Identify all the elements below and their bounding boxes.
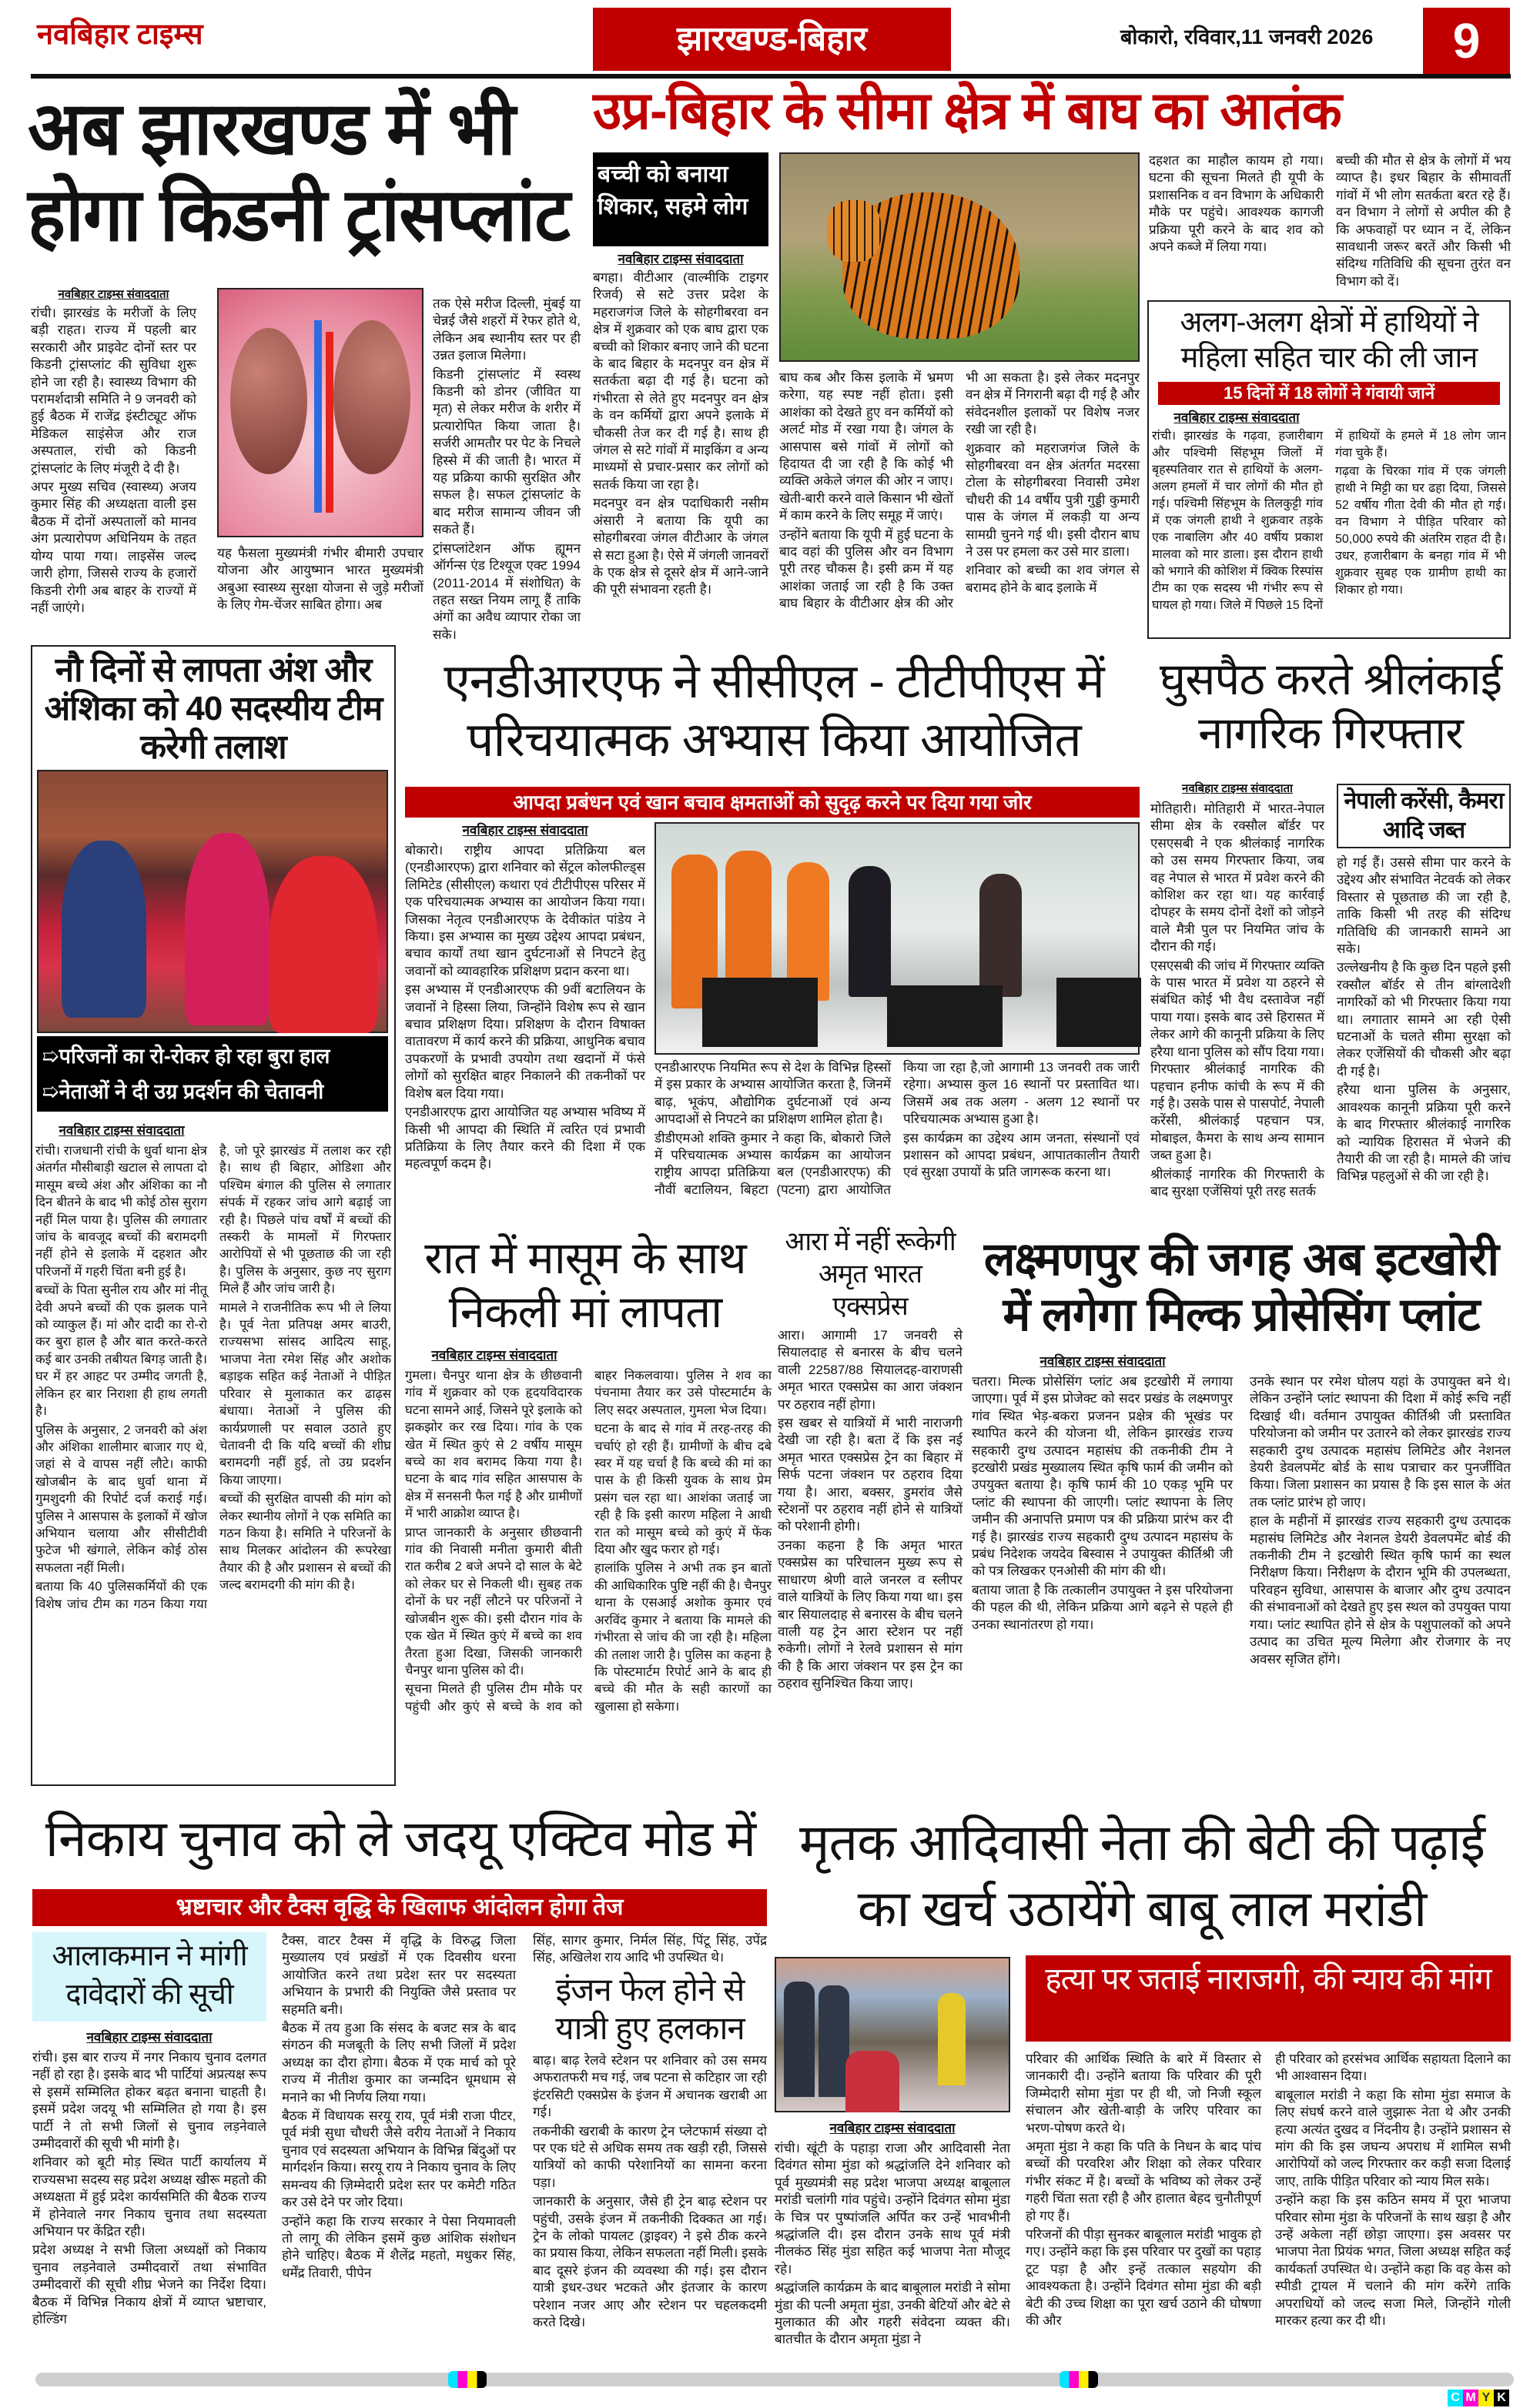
paragraph: हो गई हैं। उससे सीमा पार करने के उद्देश्य और संभावित नेटवर्क को लेकर विस्तार से पूछताछ की जा रही है, ताकि किसी भी तरह की संदिग्ध गतिविधि की जानकारी सामने आ सके।	[1337, 855, 1511, 957]
paragraph: बगहा। वीटीआर (वाल्मीकि टाइगर रिजर्व) से सटे उत्तर प्रदेश के महराजगंज जिले के सोहगीबरवा वन क्षेत्र में शुक्रवार को एक बाघ द्वारा एक बच्ची को शिकार बनाए जाने की घटना के बाद बिहार के मदनपुर वन क्षेत्र में सतर्कता बढ़ा दी गई है। घटना को गंभीरता से लेते हुए मदनपुर वन क्षेत्र के वन कर्मियों द्वारा अपने इलाके में चौकसी तेज कर दी गई है। साथ ही जंगल से सटे गांवों में माइकिंग व अन्य माध्यमों से प्रचार-प्रसार कर लोगों को सतर्क किया जा रहा है।	[593, 270, 768, 492]
paragraph: हरैया थाना पुलिस के अनुसार, आवश्यक कानूनी प्रक्रिया पूरी करने के बाद गिरफ्तार श्रीलंकाई नागरिक को न्यायिक हिरासत में भेजने की तैयारी की जा रही है। मामले की जांच विभिन्न पहलुओं से की जा रही है।	[1337, 1082, 1511, 1184]
tiger-kicker-box	[593, 152, 768, 246]
paragraph: टैक्स, वाटर टैक्स में वृद्धि के विरुद्ध जिला मुख्यालय एवं प्रखंडों में एक दिवसीय धरना आयोजित करने तथा प्रदेश स्तर पर सदस्यता अभियान के प्रभारी की नियुक्ति जैसे प्रस्ताव पर सहमति बनी।	[282, 1933, 516, 2017]
tiger-image	[779, 152, 1140, 362]
masthead-logo: नवबिहार टाइम्स	[37, 18, 203, 51]
ndrf-byline: नवबिहार टाइम्स संवाददाता	[462, 823, 588, 838]
mother-byline: नवबिहार टाइम्स संवाददाता	[431, 1348, 557, 1363]
tiger-byline: नवबिहार टाइम्स संवाददाता	[618, 252, 744, 266]
paragraph: इस खबर से यात्रियों में भारी नाराजगी देखी जा रही है। बता दें कि इस नई अमृत भारत एक्सप्रेस ट्रेन का बिहार में सिर्फ पटना जंक्शन पर ठहराव दिया गया है। आरा, बक्सर, डुमरांव जैसे स्टेशनों पर ठहराव नहीं होने से यात्रियों को परेशानी होगी।	[778, 1416, 962, 1534]
jdu-banner: भ्रष्टाचार और टैक्स वृद्धि के खिलाफ आंदोलन होगा तेज	[176, 1895, 624, 1920]
paragraph: जानकारी के अनुसार, जैसे ही ट्रेन बाढ़ स्टेशन पर पहुंची, उसके इंजन में तकनीकी दिक्कत आ गई। ट्रेन के लोको पायलट (ड्राइवर) ने इसे ठीक करने का प्रयास किया, लेकिन सफलता नहीं मिली। इसके बाद दूसरे इंजन की व्यवस्था की गई। इस दौरान यात्री इधर-उधर भटकते और इंतजार के कारण परेशान नजर आए और स्टेशन पर चहलकदमी करते दिखे।	[533, 2194, 767, 2330]
paragraph: उल्लेखनीय है कि कुछ दिन पहले इसी रक्सौल बॉर्डर से तीन बांग्लादेशी नागरिकों को भी गिरफ्तार किया गया था। लगातार सामने आ रही ऐसी घटनाओं के चलते सीमा सुरक्षा को लेकर एजेंसियों की चौकसी और बढ़ा दी गई है।	[1337, 960, 1511, 1079]
paragraph: सूचना मिलते ही पुलिस टीम मौके पर पहुंची और कुएं से बच्चे के शव को बाहर निकलवाया। पुलिस ने शव का पंचनामा तैयार कर उसे पोस्टमार्टम के लिए सदर अस्पताल, गुमला भेज दिया।	[405, 1369, 772, 1714]
footer-decorative-bar	[35, 2373, 1514, 2386]
srilanka-subhead-box	[1337, 784, 1511, 848]
missing-family-photo	[37, 770, 388, 1033]
srilanka-headline: घुसपैठ करते श्रीलंकाई नागरिक गिरफ्तार	[1159, 654, 1502, 758]
paragraph: रांची। राजधानी रांची के धुर्वा थाना क्षेत्र अंतर्गत मौसीबाड़ी खटाल से लापता दो मासूम बच्चे अंश और अंशिका का नौ दिन बीतने के बाद भी कोई ठोस सुराग नहीं मिल पाया है। पुलिस की लगातार जांच के बावजूद बच्चों की बरामदगी नहीं होने से इलाके में दहशत और परिजनों में गहरी चिंता बनी हुई है।	[35, 1144, 207, 1279]
tiger-kicker: बच्ची को बनाया शिकार, सहमे लोग	[598, 162, 748, 219]
paragraph: बच्चों के पिता सुनील राय और मां नीतू देवी अपने बच्चों की एक झलक पाने को व्याकुल हैं। मां और दादी का रो-रो कर बुरा हाल है और बात करते-करते कई बार उनकी तबीयत बिगड़ जाती है। घर में हर आहट पर उम्मीद जगती है, लेकिन हर बार निराशा ही हाथ लगती है।	[35, 1283, 207, 1419]
kidney-image	[217, 288, 424, 537]
paragraph: श्रद्धांजलि कार्यक्रम के बाद बाबूलाल मरांडी ने सोमा मुंडा की पत्नी अमृता मुंडा, उनकी बेटियों और बेटे से मुलाकात की और गहरी संवेदना व्यक्त की। बातचीत के दौरान अमृता मुंडा ने	[775, 2280, 1010, 2347]
paragraph: बाघ कब और किस इलाके में भ्रमण करेगा, यह स्पष्ट नहीं होता। इसी आशंका को देखते हुए वन कर्मियों को अलर्ट मोड में रखा गया है। जंगल के आसपास बसे गांवों में लोगों को हिदायत दी जा रही है कि कोई भी व्यक्ति अकेले जंगल की ओर न जाए। खेती-बारी करने वाले किसान भी खेतों में काम करने के लिए समूह में जाएं।	[779, 370, 953, 523]
kidney-headline: अब झारखण्ड में भी होगा किडनी ट्रांसप्लांट	[28, 88, 570, 256]
jdu-banner-box	[32, 1889, 767, 1926]
paragraph: परिजनों की पीड़ा सुनकर बाबूलाल मरांडी भावुक हो गए। उन्होंने कहा कि इस परिवार पर दुखों का पहाड़ टूट पड़ा है और इन्हें तत्काल सहयोग की आवश्यकता है। उन्होंने दिवंगत सोमा मुंडा की बड़ी बेटी की उच्च शिक्षा का पूरा खर्च उठाने की घोषणा की और	[1026, 2227, 1261, 2329]
ndrf-headline: एनडीआरएफ ने सीसीएल - टीटीपीएस में परिचयात्मक अभ्यास किया आयोजित	[444, 655, 1104, 767]
paragraph: बाढ़। बाढ़ रेलवे स्टेशन पर शनिवार को उस समय अफरातफरी मच गई, जब पटना से कटिहार जा रही इंटरसिटी एक्सप्रेस के इंजन में अचानक खराबी आ गई।	[533, 2053, 767, 2120]
paragraph: चतरा। मिल्क प्रोसेसिंग प्लांट अब इटखोरी में लगाया जाएगा। पूर्व में इस प्रोजेक्ट को सदर प्रखंड के लक्ष्मणपुर गांव स्थित भेड़-बकरा प्रजनन प्रक्षेत्र की भूखंड पर स्थापित करने की योजना थी, लेकिन झारखंड राज्य सहकारी दुग्ध उत्पादन महासंघ की तकनीकी टीम ने इटखोरी प्रखंड मुख्यालय स्थित कृषि फार्म की जमीन को उपयुक्त बताया है। कृषि फार्म की 10 एकड़ भूमि पर प्लांट की स्थापना की जाएगी। प्लांट स्थापना के लिए जमीन की अनापत्ति प्रमाण पत्र की प्रक्रिया प्रारंभ कर दी गई है। झारखंड राज्य सहकारी दुग्ध उत्पादन महासंघ के प्रबंध निदेशक जयदेव बिस्वास ने उपायुक्त कीर्तिश्री जी को पत्र लिखकर एनओसी की मांग की थी।	[972, 1374, 1233, 1579]
milk-byline: नवबिहार टाइम्स संवाददाता	[1040, 1354, 1166, 1369]
paragraph: उन्होंने कहा कि इस कठिन समय में पूरा भाजपा परिवार सोमा मुंडा के परिजनों के साथ खड़ा है और उन्हें अकेला नहीं छोड़ा जाएगा। इस अवसर पर भाजपा नेता प्रियंक भगत, जिला अध्यक्ष सहित कई कार्यकर्ता उपस्थित थे। उन्होंने कहा कि वह केस को स्पीडी ट्रायल में चलाने की मांग करेंगे ताकि अपराधियों को जल्द सजा मिले, जिन्होंने गोली मारकर हत्या कर दी थी।	[1275, 2192, 1511, 2329]
paragraph: इस अभ्यास में एनडीआरएफ की 9वीं बटालियन के जवानों ने हिस्सा लिया, जिन्होंने विशेष रूप से खान बचाव प्रशिक्षण दिया। प्रशिक्षण के दौरान विषाक्त वातावरण में कार्य करने की प्रक्रिया, आधुनिक बचाव उपकरणों के प्रभावी उपयोग तथा खदानों में फंसे लोगों को सुरक्षित बाहर निकालने की तकनीकों पर विशेष बल दिया गया।	[405, 982, 645, 1101]
kidney-byline: नवबिहार टाइम्स संवाददाता	[58, 288, 169, 301]
kidney-col3	[433, 296, 581, 642]
paragraph: अमृता मुंडा ने कहा कि पति के निधन के बाद पांच बच्चों की परवरिश और शिक्षा को लेकर परिवार गंभीर संकट में है। बच्चों के भविष्य को लेकर उन्हें गहरी चिंता सता रही है और हालात बेहद चुनौतीपूर्ण हो गए हैं।	[1026, 2139, 1261, 2223]
kidney-col2	[217, 545, 424, 634]
srilanka-subhead: नेपाली करेंसी, कैमरा आदि जब्त	[1344, 788, 1504, 843]
paragraph: बच्चों की सुरक्षित वापसी की मांग को लेकर स्थानीय लोगों ने एक समिति का गठन किया है। समिति ने परिजनों के साथ मिलकर आंदोलन की रूपरेखा तैयार की है और प्रशासन से बच्चों की जल्द बरामदगी की मांग की है।	[219, 1492, 391, 1593]
jdu-headline: निकाय चुनाव को ले जदयू एक्टिव मोड में	[45, 1810, 756, 1867]
paragraph: एनडीआरएफ द्वारा आयोजित यह अभ्यास भविष्य में किसी भी आपदा की स्थिति में त्वरित एवं प्रभावी प्रतिक्रिया के लिए तैयार करने की दिशा में एक महत्वपूर्ण कदम है।	[405, 1105, 645, 1172]
paragraph: रांची। इस बार राज्य में नगर निकाय चुनाव दलगत नहीं हो रहा है। इसके बाद भी पार्टियां अप्रत्यक्ष रूप से इसमें सम्मिलित होकर बढ़त बनाना चाहती है। इसमें प्रदेश जदयू भी सम्मिलित हो गया है। इस पार्टी ने तो सभी जिलों से चुनाव लड़नेवाले उम्मीदवारों की सूची भी मांगी है।	[32, 2050, 266, 2152]
elephant-banner: 15 दिनों में 18 लोगों ने गंवायी जानें	[1223, 383, 1435, 403]
tiger-right-cols	[1149, 152, 1511, 291]
paragraph: बैठक में तय हुआ कि संसद के बजट सत्र के बाद संगठन की मजबूती के लिए सभी जिलों में प्रदेश अध्यक्ष का दौरा होगा। बैठक में एक मार्च को पूरे राज्य में नीतीश कुमार का जन्मदिन धूमधाम से मनाने का भी निर्णय लिया गया।	[282, 2021, 516, 2105]
marandi-byline: नवबिहार टाइम्स संवाददाता	[829, 2121, 956, 2135]
paragraph: आरा। आगामी 17 जनवरी से सियालदाह से बनारस के बीच चलने वाली 22587/88 सियालदह-वाराणसी अमृत भारत एक्सप्रेस का आरा जंक्शन पर ठहराव नहीं होगा।	[778, 1328, 962, 1412]
paragraph: बच्ची की मौत से क्षेत्र के लोगों में भय व्याप्त है। इधर बिहार के सीमावर्ती गांवों में भी लोग सतर्कता बरत रहे हैं। वन विभाग ने लोगों से अपील की है कि अफवाहों पर ध्यान न दें, लेकिन सावधानी जरूर बरतें और किसी भी संदिग्ध गतिविधि की सूचना तुरंत वन विभाग को दें।	[1336, 153, 1511, 289]
paragraph: सिंह, सागर कुमार, निर्मल सिंह, पिंटू सिंह, उपेंद्र सिंह, अखिलेश राय आदि भी उपस्थित थे।	[533, 1933, 767, 1965]
highlight-point: ➯परिजनों का रो-रोकर हो रहा बुरा हाल	[42, 1045, 330, 1068]
paragraph: दहशत का माहौल कायम हो गया। घटना की सूचना मिलते ही यूपी के प्रशासनिक व वन विभाग के अधिकारी मौके पर पहुंचे। आवश्यक कागजी प्रक्रिया पूरी करने के बाद शव को अपने कब्जे में लिया गया।	[1149, 153, 1324, 255]
ndrf-under-image	[654, 1059, 1140, 1209]
paragraph: प्राप्त जानकारी के अनुसार छीछवानी गांव की निवासी मनीता कुमारी बीती रात करीब 2 बजे अपने दो साल के बेटे को लेकर घर से निकली थी। सुबह तक दोनों के घर नहीं लौटने पर परिजनों ने खोजबीन शुरू की। इसी दौरान गांव के एक खेत में स्थित कुएं में बच्चे का शव तैरता हुआ दिखा, जिसकी जानकारी चैनपुर थाना पुलिस को दी।	[405, 1525, 582, 1677]
tiger-col1	[593, 269, 768, 634]
engine-body	[533, 2052, 767, 2342]
jdu-col2	[282, 1932, 516, 2342]
section-label: झारखण्ड-बिहार	[676, 20, 868, 58]
paragraph: उनके स्थान पर रमेश घोलप यहां के उपायुक्त बने थे। लेकिन उन्होंने प्लांट स्थापना की दिशा में कोई रूचि नहीं दिखाई थी। वर्तमान उपायुक्त कीर्तिश्री जी प्रस्तावित परियोजना को जमीन पर उतारने को लेकर झारखंड राज्य सहकारी दुग्ध उत्पादक महासंघ लिमिटेड और नेशनल डेयरी डेवलपमेंट बोर्ड के साथ पत्राचार कर पुनर्जीवित किया। जिला प्रशासन का प्रयास है कि इस साल के अंत तक प्लांट प्रारंभ हो जाए।	[1250, 1374, 1511, 1510]
marandi-subhead-box	[1026, 1955, 1511, 2042]
paragraph: परिवार की आर्थिक स्थिति के बारे में विस्तार से जानकारी दी। उन्होंने बताया कि परिवार की पूरी जिम्मेदारी सोमा मुंडा पर ही थी, जो निजी स्कूल संचालन और खेती-बाड़ी के जरिए परिवार का भरण-पोषण करते थे।	[1026, 2052, 1261, 2135]
paragraph: तक ऐसे मरीज दिल्ली, मुंबई या चेन्नई जैसे शहरों में रेफर होते थे, लेकिन अब स्थानीय स्तर पर ही उन्नत इलाज मिलेगा।	[433, 296, 581, 363]
paragraph: बताया कि 40 पुलिसकर्मियों की एक विशेष जांच टीम का गठन किया गया है, जो पूरे झारखंड में तलाश कर रही है। साथ ही बिहार, ओडिशा और पश्चिम बंगाल की पुलिस से लगातार संपर्क में रहकर जांच आगे बढ़ाई जा रही है। पिछले पांच वर्षों में बच्चों की तस्करी के मामलों में गिरफ्तार आरोपियों से भी पूछताछ की जा रही है। पुलिस के अनुसार, कुछ नए सुराग मिले हैं और जांच जारी है।	[35, 1144, 391, 1611]
elephant-byline: नवबिहार टाइम्स संवाददाता	[1173, 410, 1300, 425]
paragraph: मोतिहारी। मोतिहारी में भारत-नेपाल सीमा क्षेत्र के रक्सौल बॉर्डर पर एसएसबी ने एक श्रीलंकाई नागरिक को उस समय गिरफ्तार किया, जब वह नेपाल से भारत में प्रवेश करने की कोशिश कर रहा था। यह कार्रवाई दोपहर के समय दोनों देशों को जोड़ने वाले मैत्री पुल पर नियमित जांच के दौरान की गई।	[1150, 801, 1324, 955]
missing-byline: नवबिहार टाइम्स संवाददाता	[59, 1123, 185, 1138]
paragraph: उन्होंने बताया कि यूपी में हुई घटना के बाद वहां की पुलिस और वन विभाग पूरी तरह चौकस है। इसी क्रम में यह आशंका जताई जा रही है कि उक्त बाघ बिहार के वीटीआर क्षेत्र की ओर भी आ सकता है। इसे लेकर मदनपुर वन क्षेत्र में निगरानी बढ़ा दी गई है और संवेदनशील इलाकों पर विशेष नजर रखी जा रही है।	[779, 370, 1140, 611]
jdu-col3	[533, 1932, 767, 1968]
paragraph: रांची। झारखंड के मरीजों के लिए बड़ी राहत। राज्य में पहली बार सरकारी और प्राइवेट दोनों स्तर पर किडनी ट्रांसप्लांट की सुविधा शुरू होने जा रही है। स्वास्थ्य विभाग की परामर्शदात्री समिति ने 9 जनवरी को हुई बैठक में राजेंद्र इंस्टीट्यूट ऑफ मेडिकल साइंसेज और राज अस्पताल, रांची को किडनी ट्रांसप्लांट के लिए मंजूरी दे दी है।	[31, 306, 196, 476]
elephant-headline: अलग-अलग क्षेत्रों में हाथियों ने महिला सहित चार की ली जान	[1180, 306, 1478, 374]
ndrf-banner-box	[405, 787, 1140, 818]
section-label-box	[593, 8, 951, 71]
ara-headline: आरा में नहीं रूकेगी अमृत भारत एक्सप्रेस	[785, 1227, 956, 1321]
paragraph: अपर मुख्य सचिव (स्वास्थ्य) अजय कुमार सिंह की अध्यक्षता वाली इस बैठक में दोनों अस्पतालों को मानव अंग प्रत्यारोपण अधिनियम के तहत योग्य पाया गया। लाइसेंस जल्द जारी होगा, जिससे राज्य के हजारों किडनी रोगी अब बाहर के राज्यों में नहीं जाएंगे।	[31, 480, 196, 615]
registration-marks	[448, 2371, 487, 2388]
paragraph: किडनी ट्रांसप्लांट में स्वस्थ किडनी को डोनर (जीवित या मृत) से लेकर मरीज के शरीर में प्रत्यारोपित किया जाता है। सर्जरी आमतौर पर पेट के निचले हिस्से में की जाती है। भारत में यह प्रक्रिया काफी सुरक्षित और सफल है। सफल ट्रांसप्लांट के बाद मरीज सामान्य जीवन जी सकते हैं।	[433, 366, 581, 537]
ndrf-banner: आपदा प्रबंधन एवं खान बचाव क्षमताओं को सुदृढ़ करने पर दिया गया जोर	[513, 791, 1032, 814]
jdu-subhead: आलाकमान ने मांगी दावेदारों की सूची	[52, 1940, 247, 2011]
mother-headline: रात में मासूम के साथ निकली मां लापता	[424, 1233, 746, 1337]
paragraph: हाल के महीनों में झारखंड राज्य सहकारी दुग्ध उत्पादक महासंघ लिमिटेड और नेशनल डेयरी डेवलपमेंट बोर्ड की तकनीकी टीम ने इटखोरी स्थित कृषि फार्म का स्थल निरीक्षण किया। निरीक्षण के दौरान भूमि की उपलब्धता, परिवहन सुविधा, आसपास के बाजार और दुग्ध उत्पादन की संभावनाओं को देखते हुए इस स्थल को उपयुक्त पाया गया। प्लांट स्थापित होने से क्षेत्र के पशुपालकों को अपने उत्पाद का उचित मूल्य मिलेगा और रोजगार के नए अवसर सृजित होंगे।	[1250, 1513, 1511, 1667]
paragraph: डीडीएमओ शक्ति कुमार ने कहा कि, बोकारो जिले में परिचयात्मक अभ्यास कार्यक्रम का आयोजन राष्ट्रीय आपदा प्रतिक्रिया बल (एनडीआरएफ) की नौवीं बटालियन, बिहटा (पटना) द्वारा आयोजित किया जा रहा है,जो आगामी 13 जनवरी तक जारी रहेगा। अभ्यास कुल 16 स्थानों पर प्रस्तावित था। जिसमें अब तक अलग - अलग 12 स्थानों पर परिचयात्मक अभ्यास हुआ है।	[654, 1060, 1140, 1197]
marandi-headline: मृतक आदिवासी नेता की बेटी की पढ़ाई का खर्च उठायेंगे बाबू लाल मरांडी	[799, 1814, 1485, 1937]
paragraph: गुमला। चैनपुर थाना क्षेत्र के छीछवानी गांव में शुक्रवार को एक हृदयविदारक घटना सामने आई, जिसने पूरे इलाके को झकझोर कर रख दिया। गांव के एक खेत में स्थित कुएं से 2 वर्षीय मासूम बच्चे का शव बरामद किया गया है। घटना के बाद गांव सहित आसपास के क्षेत्र में सनसनी फैल गई है और ग्रामीणों में भारी आक्रोश व्याप्त है।	[405, 1369, 582, 1521]
dateline: बोकारो, रविवार,11 जनवरी 2026	[1120, 25, 1374, 48]
paragraph: प्रदेश अध्यक्ष ने सभी जिला अध्यक्षों को निकाय चुनाव लड़नेवाले उम्मीदवारों तथा संभावित उम्मीदवारों की सूची शीघ्र भेजने का निर्देश दिया। बैठक में विभिन्न निकाय क्षेत्रों में व्याप्त भ्रष्टाचार, होल्डिंग	[32, 2242, 266, 2327]
cmyk-cyan: C	[1448, 2390, 1463, 2406]
cmyk-color-bar	[1448, 2390, 1509, 2406]
elephant-banner-box	[1158, 382, 1500, 405]
paragraph: एसएसबी की जांच में गिरफ्तार व्यक्ति के पास भारत में प्रवेश या ठहरने से संबंधित कोई भी वैध दस्तावेज नहीं पाया गया। इसके बाद उसे हिरासत में लेकर आगे की कानूनी प्रक्रिया के लिए हरैया थाना पुलिस को सौंप दिया गया। गिरफ्तार श्रीलंकाई नागरिक की पहचान हनीफ कांची के रूप में की गई है। उसके पास से पासपोर्ट, नेपाली करेंसी, श्रीलंकाई पहचान पत्र, मोबाइल, कैमरा के साथ अन्य सामान जब्त हुआ है।	[1150, 958, 1324, 1163]
jdu-col1	[32, 2049, 266, 2342]
srilanka-col1	[1150, 801, 1324, 1209]
paragraph: शनिवार को बूटी मोड़ स्थित पार्टी कार्यालय में राज्यसभा सदस्य सह प्रदेश अध्यक्ष खीरू महतो की अध्यक्षता में हुई प्रदेश कार्यसमिति की बैठक राज्य में होनेवाले नगर निकाय चुनाव तथा सदस्यता अभियान पर केंद्रित रही।	[32, 2155, 266, 2239]
paragraph: गढ़वा के चिरका गांव में एक जंगली हाथी ने मिट्टी का घर ढहा दिया, जिससे 52 वर्षीय गीता देवी की मौत हो गई। वन विभाग ने पीड़ित परिवार को 50,000 रुपये की अंतरिम राहत दी है। उधर, हजारीबाग के बनहा गांव में भी शुक्रवार सुबह एक ग्रामीण हाथी का शिकार हो गया।	[1335, 465, 1506, 597]
jdu-byline: नवबिहार टाइम्स संवाददाता	[86, 2030, 213, 2045]
paragraph: उन्होंने कहा कि राज्य सरकार ने पेसा नियमावली तो लागू की लेकिन इसमें कुछ आंशिक संशोधन होने चाहिए। बैठक में शैलेंद्र महतो, मधुकर सिंह, धर्मेंद्र तिवारी, पीपेन	[282, 2213, 516, 2280]
ara-body	[778, 1327, 962, 1781]
highlight-point: ➯नेताओं ने दी उग्र प्रदर्शन की चेतावनी	[42, 1080, 324, 1103]
paragraph: मामले ने राजनीतिक रूप भी ले लिया है। पूर्व नेता प्रतिपक्ष अमर बाउरी, राज्यसभा सांसद आदित्य साहू, भाजपा नेता रमेश सिंह और अशोक बड़ाइक सहित कई नेताओं ने पीड़ित परिवार से मुलाकात कर ढाढ़स बंधाया। नेताओं ने पुलिस की कार्यप्रणाली पर सवाल उठाते हुए चेतावनी दी कि यदि बच्चों की शीघ्र बरामदगी नहीं हुई, तो उग्र प्रदर्शन किया जाएगा।	[219, 1300, 391, 1487]
paragraph: बैठक में विधायक सरयू राय, पूर्व मंत्री राजा पीटर, पूर्व मंत्री सुधा चौधरी जैसे वरीय नेताओं ने निकाय चुनाव एवं सदस्यता अभियान के विभिन्न बिंदुओं पर मार्गदर्शन किया। सरयू राय ने निकाय चुनाव के लिए समन्वय की ज़िम्मेदारी प्रदेश स्तर पर कमेटी गठित कर उसे देने पर जोर दिया।	[282, 2109, 516, 2210]
kidney-col1	[31, 305, 196, 634]
paragraph: हालांकि पुलिस ने अभी तक इन बातों की आधिकारिक पुष्टि नहीं की है। चैनपुर थाना के एसआई अशोक कुमार एवं अरविंद कुमार ने बताया कि मामले की गंभीरता से जांच की जा रही है। महिला की तलाश जारी है। पुलिस का कहना है कि पोस्टमार्टम रिपोर्ट आने के बाद ही बच्चे की मौत के सही कारणों का खुलासा हो सकेगा।	[594, 1561, 772, 1714]
paragraph: यह फैसला मुख्यमंत्री गंभीर बीमारी उपचार योजना और आयुष्मान भारत मुख्यमंत्री अबुआ स्वास्थ्य सुरक्षा योजना से जुड़े मरीजों के लिए गेम-चेंजर साबित होगा। अब	[217, 546, 424, 613]
paragraph: शनिवार को बच्ची का शव जंगल से बरामद होने के बाद इलाके में	[966, 563, 1140, 595]
tiger-headline: उप्र-बिहार के सीमा क्षेत्र में बाघ का आतंक	[593, 82, 1341, 140]
jdu-subhead-box	[32, 1932, 266, 2022]
engine-headline: इंजन फेल होने से यात्री हुए हलकान	[555, 1972, 745, 2046]
elephant-body	[1152, 428, 1506, 634]
page-number: 9	[1423, 8, 1510, 74]
paragraph: बोकारो। राष्ट्रीय आपदा प्रतिक्रिया बल (एनडीआरएफ) द्वारा शनिवार को सेंट्रल कोलफील्ड्स लिमिटेड (सीसीएल) कथारा एवं टीटीपीएस परिसर में एक परिचयात्मक अभ्यास का आयोजन किया गया। जिसका नेतृत्व एनडीआरएफ के देवीकांत पांडेय ने किया। इस अभ्यास का मुख्य उद्देश्य आपदा प्रबंधन, बचाव कार्यों तथा खान दुर्घटनाओं से निपटने हेतु जवानों को व्यावहारिक प्रशिक्षण प्रदान करना था।	[405, 843, 645, 978]
srilanka-byline: नवबिहार टाइम्स संवाददाता	[1182, 782, 1293, 795]
marandi-col2	[1026, 2051, 1261, 2342]
paragraph: श्रीलंकाई नागरिक की गिरफ्तारी के बाद सुरक्षा एजेंसियां पूरी तरह सतर्क	[1150, 1166, 1324, 1199]
cmyk-yellow: Y	[1478, 2390, 1494, 2406]
cmyk-magenta: M	[1463, 2390, 1478, 2406]
paragraph: रांची। खूंटी के पहाड़ा राजा और आदिवासी नेता दिवंगत सोमा मुंडा को श्रद्धांजलि देने शनिवार को पूर्व मुख्यमंत्री सह प्रदेश भाजपा अध्यक्ष बाबूलाल मरांडी चलांगी गांव पहुंचे। उन्होंने दिवंगत सोमा मुंडा के चित्र पर पुष्पांजलि अर्पित कर उन्हें भावभीनी श्रद्धांजलि दी। इस दौरान उनके साथ पूर्व मंत्री नीलकंठ सिंह मुंडा सहित कई भाजपा नेता मौजूद रहे।	[775, 2141, 1010, 2276]
paragraph: एनडीआरएफ नियमित रूप से देश के विभिन्न हिस्सों में इस प्रकार के अभ्यास आयोजित करता है, जिनमें बाढ़, भूकंप, औद्योगिक दुर्घटनाओं एवं अन्य आपदाओं से निपटने का प्रशिक्षण शामिल होता है।	[654, 1060, 891, 1127]
paragraph: ही परिवार को हरसंभव आर्थिक सहायता दिलाने का भी आश्वासन दिया।	[1275, 2052, 1511, 2084]
marandi-visit-photo	[775, 1957, 1010, 2112]
marandi-col1	[775, 2140, 1010, 2347]
paragraph: रांची। झारखंड के गढ़वा, हजारीबाग और पश्चिमी सिंहभूम जिलों में बृहस्पतिवार रात से हाथियों के अलग-अलग हमलों में चार लोगों की मौत हो गई। पश्चिमी सिंहभूम के तिलकुट्टी गांव में एक जंगली हाथी ने शुक्रवार तड़के एक नाबालिग और 40 वर्षीय प्रकाश मालवा को मार डाला। इस दौरान हाथी को भगाने की कोशिश में क्विक रिस्पांस टीम का एक सदस्य भी गंभीर रूप से घायल हो गया। जिले में पिछले 15 दिनों में हाथियों के हमले में 18 लोग जान गंवा चुके हैं।	[1152, 430, 1506, 612]
paragraph: घटना के बाद से गांव में तरह-तरह की चर्चाएं हो रही हैं। ग्रामीणों के बीच दबे स्वर में यह चर्चा है कि बच्चे की मां का पास के ही किसी युवक के साथ प्रेम प्रसंग चल रहा था। आशंका जताई जा रही है कि इसी कारण महिला ने आधी रात को मासूम बच्चे को कुएं में फेंक दिया और खुद फरार हो गई।	[594, 1422, 772, 1557]
ndrf-col1	[405, 842, 645, 1209]
milk-headline: लक्ष्मणपुर की जगह अब इटखोरी में लगेगा मिल्क प्रोसेसिंग प्लांट	[983, 1233, 1499, 1340]
marandi-subhead: हत्या पर जताई नाराजगी, की न्याय की मांग	[1045, 1962, 1491, 1996]
ndrf-exercise-photo	[654, 822, 1140, 1055]
tiger-under-image	[779, 370, 1140, 634]
milk-body	[972, 1373, 1511, 1781]
paragraph: बताया जाता है कि तत्कालीन उपायुक्त ने इस परियोजना की पहल की थी, लेकिन प्रक्रिया आगे बढ़ने से पहले ही उनका स्थानांतरण हो गया।	[972, 1582, 1233, 1632]
paragraph: बाबूलाल मरांडी ने कहा कि सोमा मुंडा समाज के लिए संघर्ष करने वाले जुझारू नेता थे और उनकी हत्या अत्यंत दुखद व निंदनीय है। उन्होंने प्रशासन से मांग की कि इस जघन्य अपराध में शामिल सभी आरोपियों को जल्द गिरफ्तार कर कड़ी सजा दिलाई जाए, ताकि पीड़ित परिवार को न्याय मिल सके।	[1275, 2087, 1511, 2189]
registration-marks	[1060, 2371, 1098, 2388]
cmyk-black: K	[1494, 2390, 1509, 2406]
marandi-col3	[1275, 2051, 1511, 2342]
paragraph: शुक्रवार को महराजगंज जिले के सोहगीबरवा वन क्षेत्र अंतर्गत मदरसा टोला के सोहगीबरवा निवासी उमेश चौधरी की 14 वर्षीय पुत्री गुड्डी कुमारी पास के जंगल में लकड़ी या अन्य सामग्री चुनने गई थी। इसी दौरान बाघ ने उस पर हमला कर उसे मार डाला।	[966, 440, 1140, 560]
paragraph: ट्रांसप्लांटेशन ऑफ ह्यूमन ऑर्गन्स एंड टिश्यूज एक्ट 1994 (2011-2014 में संशोधित) के तहत सख्त नियम लागू हैं ताकि अंगों का अवैध व्यापार रोका जा सके।	[433, 540, 581, 642]
missing-body	[35, 1142, 391, 1781]
missing-highlights	[37, 1036, 388, 1112]
missing-headline: नौ दिनों से लापता अंश और अंशिका को 40 सदस्यीय टीम करेगी तलाश	[44, 651, 383, 766]
paragraph: उनका कहना है कि अमृत भारत एक्सप्रेस का परिचालन मुख्य रूप से साधारण श्रेणी वाले जनरल व स्लीपर वाले यात्रियों के लिए किया गया था। इस बार सियालदाह से बनारस के बीच चलने वाली यह ट्रेन आरा स्टेशन पर नहीं रुकेगी। लोगों ने रेलवे प्रशासन से मांग की है कि आरा जंक्शन पर इस ट्रेन का ठहराव सुनिश्चित किया जाए।	[778, 1537, 962, 1691]
paragraph: तकनीकी खराबी के कारण ट्रेन प्लेटफार्म संख्या दो पर एक घंटे से अधिक समय तक खड़ी रही, जिससे यात्रियों को काफी परेशानियों का सामना करना पड़ा।	[533, 2123, 767, 2190]
mother-body	[405, 1367, 772, 1781]
paragraph: इस कार्यक्रम का उद्देश्य आम जनता, संस्थानों एवं प्रशासन को आपदा प्रबंधन, आपातकालीन तैयारी एवं सुरक्षा उपायों के प्रति जागरूक करना था।	[903, 1130, 1140, 1180]
srilanka-col2	[1337, 855, 1511, 1209]
paragraph: पुलिस के अनुसार, 2 जनवरी को अंश और अंशिका शालीमार बाजार गए थे, जहां से वे वापस नहीं लौटे। काफी खोजबीन के बाद धुर्वा थाना में गुमशुदगी की रिपोर्ट दर्ज कराई गई। पुलिस ने आसपास के इलाकों में खोज अभियान चलाया और सीसीटीवी फुटेज भी खंगाले, लेकिन कोई ठोस सफलता नहीं मिली।	[35, 1423, 207, 1575]
paragraph: मदनपुर वन क्षेत्र पदाधिकारी नसीम अंसारी ने बताया कि यूपी का सोहगीबरवा जंगल वीटीआर के जंगल से सटा हुआ है। ऐसे में जंगली जानवरों के एक क्षेत्र से दूसरे क्षेत्र में आने-जाने की पूरी संभावना रहती है।	[593, 496, 768, 597]
